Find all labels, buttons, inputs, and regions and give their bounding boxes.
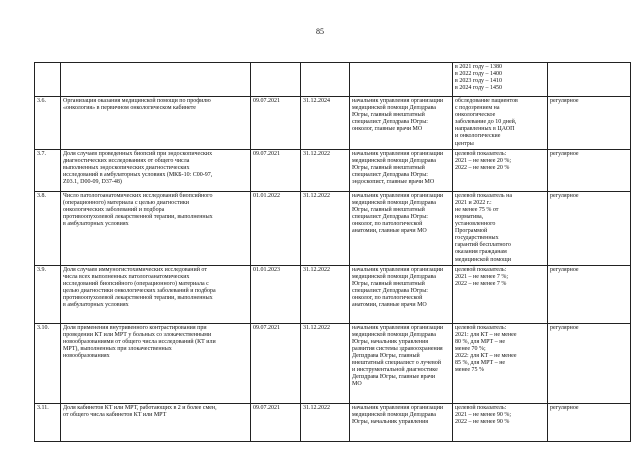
- end-date: 31.12.2022: [303, 150, 330, 157]
- target-indicator-line: 2021 – не менее 7 %;: [455, 273, 509, 280]
- responsible-persons-line: специалист Депздрава Югры:: [352, 119, 428, 126]
- measure-name-line: «онкология» в первичном онкологическом кабинете: [63, 105, 196, 112]
- responsible-persons-line: Югры, начальник управления: [352, 338, 429, 345]
- measure-name-cell: [61, 265, 251, 323]
- responsible-persons-line: эндоскопист, главные врачи МО: [352, 179, 435, 186]
- target-indicator-line: заболевание до 10 дней,: [455, 119, 517, 126]
- target-indicator-line: менее 70 %;: [455, 345, 486, 352]
- measure-name-line: новообразованиях: [63, 352, 110, 359]
- target-indicator-line: 2021 – не менее 20 %;: [455, 157, 512, 164]
- target-indicator-line: 80 %, для МРТ – не: [455, 338, 506, 345]
- target-indicator-line: 2021 и 2022 г.:: [455, 199, 492, 206]
- frequency: регулярное: [550, 192, 579, 199]
- end-date: 31.12.2024: [303, 98, 330, 104]
- measure-name-line: Z03.1, D00-09, D37-48): [63, 179, 122, 186]
- row-number: 3.9.: [37, 266, 46, 273]
- measure-name-line: числа всех выполненных патологоанатомических: [63, 273, 190, 280]
- target-indicator-line: государственных: [455, 235, 499, 242]
- measures-table-body: [35, 63, 631, 442]
- target-indicator-line: 2022 – не менее 90 %: [455, 418, 510, 425]
- target-indicator-line: 2022: для КТ – не менее: [455, 352, 517, 359]
- frequency-cell: [548, 265, 631, 323]
- target-indicator-cell: [453, 63, 548, 97]
- responsible-persons-line: медицинской помощи Депздрава: [352, 411, 436, 418]
- measure-name-line: от общего числа кабинетов КТ или МРТ: [63, 411, 167, 418]
- responsible-persons-line: медицинской помощи Депздрава: [352, 199, 436, 206]
- target-indicator-line: 2022 – не менее 20 %: [455, 164, 510, 171]
- target-indicator-line: установленного: [455, 221, 496, 228]
- responsible-persons-cell: [350, 265, 453, 323]
- end-date-cell: [301, 191, 350, 265]
- end-date: 31.12.2022: [303, 192, 330, 199]
- frequency-cell: [548, 403, 631, 441]
- responsible-persons-line: начальник управления организации: [352, 404, 444, 411]
- responsible-persons-line: специалист Депздрава Югры:: [352, 171, 428, 178]
- start-date-cell: [251, 323, 301, 403]
- frequency-cell: [548, 191, 631, 265]
- target-indicator-line: и онкологические: [455, 133, 501, 140]
- start-date: 09.07.2021: [253, 324, 280, 331]
- responsible-persons-line: развития системы здравоохранения: [352, 345, 443, 352]
- start-date-cell: [251, 149, 301, 191]
- table-row: [35, 403, 631, 441]
- target-indicator-line: оказания гражданам: [455, 249, 507, 256]
- row-number-cell: [35, 63, 61, 97]
- table-row: [35, 97, 631, 150]
- responsible-persons-line: Югры, главный внештатный: [352, 280, 425, 287]
- responsible-persons-cell: [350, 323, 453, 403]
- row-number-cell: [35, 323, 61, 403]
- table-row: [35, 265, 631, 323]
- responsible-persons-line: медицинской помощи Депздрава: [352, 157, 436, 164]
- frequency-cell: [548, 323, 631, 403]
- responsible-persons-line: МО: [352, 381, 362, 388]
- table-row: [35, 149, 631, 191]
- measure-name-line: в амбулаторных условиях: [63, 221, 129, 228]
- measure-name-line: Доля применения внутривенного контрастирования при: [63, 324, 207, 331]
- measure-name-cell: [61, 149, 251, 191]
- target-indicator-line: гарантий бесплатного: [455, 242, 511, 249]
- responsible-persons-line: Югры, начальник управления: [352, 418, 429, 425]
- measure-name-line: исследований биопсийного (операционного) материала с: [63, 280, 209, 287]
- row-number-cell: [35, 191, 61, 265]
- page-number: 85: [316, 27, 324, 36]
- end-date: 31.12.2022: [303, 404, 330, 411]
- responsible-persons-line: специалист Депздрава Югры:: [352, 287, 428, 294]
- end-date: 31.12.2022: [303, 324, 330, 331]
- target-indicator-line: в 2022 году – 1400: [455, 71, 503, 78]
- frequency: регулярное: [550, 404, 579, 411]
- responsible-persons-line: Депздрава Югры, главные врачи: [352, 374, 436, 381]
- target-indicator-line: целевой показатель:: [455, 404, 507, 411]
- row-number: 3.7.: [37, 150, 46, 157]
- row-number-cell: [35, 97, 61, 150]
- target-indicator-line: в 2024 году – 1450: [455, 85, 503, 92]
- target-indicator-line: с подозрением на: [455, 105, 500, 112]
- target-indicator-line: 2022 – не менее 7 %: [455, 280, 507, 287]
- frequency-cell: [548, 63, 631, 97]
- measure-name-line: целью диагностики онкологических заболеваний и подбора: [63, 287, 216, 294]
- frequency: регулярное: [550, 98, 579, 104]
- target-indicator-line: целевой показатель:: [455, 266, 507, 273]
- target-indicator-line: менее 75 %: [455, 367, 484, 374]
- target-indicator-line: целевой показатель:: [455, 150, 507, 157]
- target-indicator-cell: [453, 403, 548, 441]
- start-date-cell: [251, 403, 301, 441]
- end-date-cell: [301, 149, 350, 191]
- responsible-persons-cell: [350, 191, 453, 265]
- frequency-cell: [548, 97, 631, 150]
- end-date-cell: [301, 403, 350, 441]
- frequency: регулярное: [550, 150, 579, 157]
- measure-name-line: новообразованиями от общего числа исследований (КТ или: [63, 338, 216, 345]
- target-indicator-line: обследование пациентов: [455, 98, 518, 104]
- table-row: [35, 63, 631, 97]
- target-indicator-line: 2021 – не менее 90 %;: [455, 411, 512, 418]
- target-indicator-line: центры: [455, 140, 474, 147]
- responsible-persons-line: начальник управления организации: [352, 98, 444, 104]
- responsible-persons-line: онколог, по патологической: [352, 294, 423, 301]
- responsible-persons-line: медицинской помощи Депздрава: [352, 331, 436, 338]
- responsible-persons-cell: [350, 63, 453, 97]
- frequency: регулярное: [550, 266, 579, 273]
- start-date: 01.01.2022: [253, 192, 280, 199]
- measure-name-line: Доля кабинетов КТ или МРТ, работающих в 2 и более смен,: [63, 404, 217, 411]
- measure-name-line: выполненных эндоскопических диагностических: [63, 164, 190, 171]
- table-row: [35, 191, 631, 265]
- row-number: 3.11.: [37, 404, 49, 411]
- responsible-persons-cell: [350, 97, 453, 150]
- responsible-persons-line: медицинской помощи Депздрава: [352, 105, 436, 112]
- row-number-cell: [35, 265, 61, 323]
- target-indicator-line: целевой показатель на: [455, 192, 512, 199]
- row-number: 3.6.: [37, 98, 46, 104]
- responsible-persons-line: начальник управления организации: [352, 324, 444, 331]
- responsible-persons-cell: [350, 403, 453, 441]
- measure-name-cell: [61, 97, 251, 150]
- target-indicator-line: Программой: [455, 228, 488, 235]
- end-date-cell: [301, 97, 350, 150]
- measure-name-line: в амбулаторных условиях: [63, 302, 129, 309]
- measure-name-line: диагностических исследованиях от общего числа: [63, 157, 190, 164]
- measure-name-line: Организация оказания медицинской помощи по профилю: [63, 98, 211, 104]
- start-date-cell: [251, 191, 301, 265]
- target-indicator-line: направленных в ЦАОП: [455, 126, 515, 133]
- start-date: 09.07.2021: [253, 404, 280, 411]
- responsible-persons-line: начальник управления организации: [352, 192, 444, 199]
- target-indicator-line: в 2023 году – 1410: [455, 78, 503, 85]
- target-indicator-line: норматива,: [455, 213, 484, 220]
- measure-name-line: МРТ), выполненных при злокачественных: [63, 345, 172, 352]
- responsible-persons-line: начальник управления организации: [352, 150, 444, 157]
- measure-name-line: противоопухолевой лекарственной терапии, выполненных: [63, 213, 213, 220]
- responsible-persons-cell: [350, 149, 453, 191]
- frequency-cell: [548, 149, 631, 191]
- table-row: [35, 323, 631, 403]
- responsible-persons-line: медицинской помощи Депздрава: [352, 273, 436, 280]
- end-date-cell: [301, 63, 350, 97]
- target-indicator-cell: [453, 97, 548, 150]
- row-number-cell: [35, 149, 61, 191]
- measure-name-line: Доля случаев иммуногистохимических исследований от: [63, 266, 207, 273]
- start-date-cell: [251, 97, 301, 150]
- measure-name-cell: [61, 323, 251, 403]
- end-date-cell: [301, 323, 350, 403]
- responsible-persons-line: начальник управления организации: [352, 266, 444, 273]
- responsible-persons-line: внештатный специалист о лучевой: [352, 360, 441, 367]
- target-indicator-line: в 2021 году – 1380: [455, 64, 503, 70]
- measure-name-line: исследований в амбулаторных условиях (МКБ-10: C00-97,: [63, 171, 213, 178]
- target-indicator-cell: [453, 191, 548, 265]
- responsible-persons-line: специалист Депздрава Югры:: [352, 213, 428, 220]
- frequency: регулярное: [550, 324, 579, 331]
- target-indicator-line: целевой показатель:: [455, 324, 507, 331]
- measure-name-line: (операционного) материала с целью диагностики: [63, 199, 189, 206]
- responsible-persons-line: Югры, главный внештатный: [352, 206, 425, 213]
- measure-name-cell: [61, 403, 251, 441]
- start-date-cell: [251, 63, 301, 97]
- target-indicator-line: медицинской помощи: [455, 256, 511, 263]
- start-date: 09.07.2021: [253, 150, 280, 157]
- target-indicator-cell: [453, 149, 548, 191]
- target-indicator-cell: [453, 265, 548, 323]
- row-number: 3.10.: [37, 324, 49, 331]
- responsible-persons-line: анатомии, главные врачи МО: [352, 302, 427, 309]
- responsible-persons-line: Депздрава Югры, главный: [352, 352, 420, 359]
- row-number: 3.8.: [37, 192, 46, 199]
- end-date: 31.12.2022: [303, 266, 330, 273]
- target-indicator-cell: [453, 323, 548, 403]
- responsible-persons-line: анатомии, главные врачи МО: [352, 228, 427, 235]
- start-date-cell: [251, 265, 301, 323]
- responsible-persons-line: онколог, по патологической: [352, 221, 423, 228]
- start-date: 01.01.2023: [253, 266, 280, 273]
- measure-name-line: Доля случаев проведенных биопсий при эндоскопических: [63, 150, 213, 157]
- measure-name-cell: [61, 63, 251, 97]
- responsible-persons-line: онколог, главные врачи МО: [352, 126, 423, 133]
- measure-name-cell: [61, 191, 251, 265]
- target-indicator-line: не менее 75 % от: [455, 206, 499, 213]
- responsible-persons-line: Югры, главный внештатный: [352, 164, 425, 171]
- measure-name-line: Число патологоанатомических исследований биопсийного: [63, 192, 213, 199]
- target-indicator-line: 2021: для КТ – не менее: [455, 331, 517, 338]
- responsible-persons-line: и инструментальной диагностике: [352, 367, 438, 374]
- target-indicator-line: онкологическое: [455, 112, 496, 119]
- start-date: 09.07.2021: [253, 98, 280, 104]
- responsible-persons-line: Югры, главный внештатный: [352, 112, 425, 119]
- target-indicator-line: 85 %, для МРТ – не: [455, 360, 506, 367]
- measures-table: [34, 62, 631, 442]
- measure-name-line: онкологических заболеваний и подбора: [63, 206, 165, 213]
- end-date-cell: [301, 265, 350, 323]
- measure-name-line: противоопухолевой лекарственной терапии, выполненных: [63, 294, 213, 301]
- measure-name-line: проведении КТ или МРТ у больных со злокачественными: [63, 331, 212, 338]
- row-number-cell: [35, 403, 61, 441]
